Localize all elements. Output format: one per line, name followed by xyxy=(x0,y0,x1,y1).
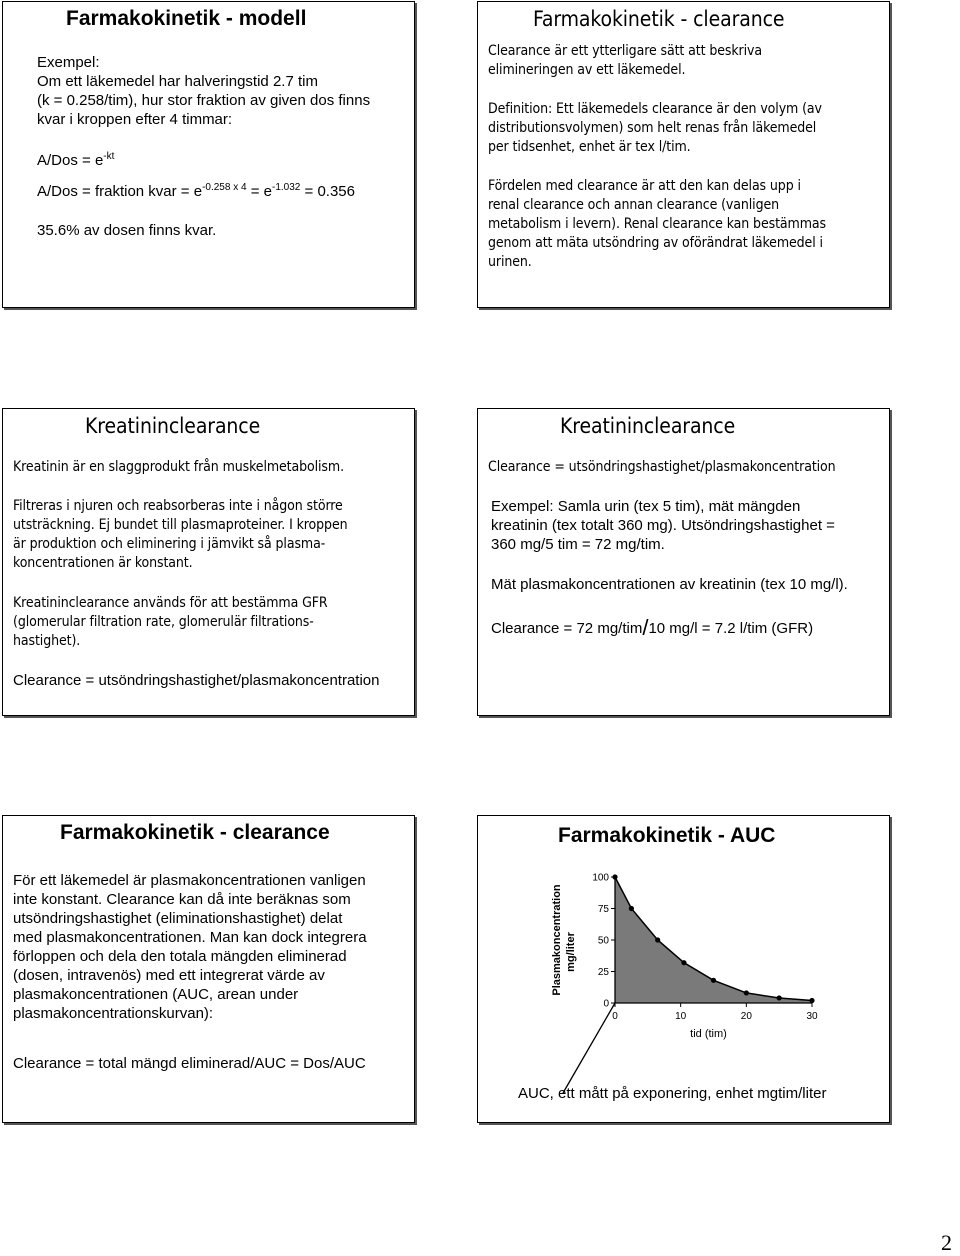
data-point xyxy=(711,978,716,983)
text-line: (glomerular filtration rate, glomerulär filtrations- xyxy=(13,614,314,630)
text-line: utsöndringshastighet (eliminationshastighet) delat xyxy=(13,910,343,927)
x-tick-label: 0 xyxy=(612,1011,618,1022)
clearance-formula: Clearance = total mängd eliminerad/AUC = Dos/AUC xyxy=(13,1055,366,1072)
slide-title: Farmakokinetik - AUC xyxy=(558,824,776,847)
text-line: renal clearance och annan clearance (vanligen xyxy=(488,197,780,213)
y-tick-label: 25 xyxy=(597,967,609,978)
y-tick-label: 50 xyxy=(597,935,609,947)
text-line: 360 mg/5 tim = 72 mg/tim. xyxy=(491,536,665,553)
paragraph xyxy=(13,497,348,573)
text-line: kvar i kroppen efter 4 timmar: xyxy=(37,111,233,128)
data-point xyxy=(744,990,749,995)
data-point xyxy=(612,874,617,879)
text-line: Om ett läkemedel har halveringstid 2.7 tim xyxy=(37,73,318,90)
example-question xyxy=(37,72,370,129)
text-line: med plasmakoncentrationen. Man kan dock integrera xyxy=(13,929,367,946)
paragraph xyxy=(488,100,822,157)
y-axis-label: Plasmakoncentration xyxy=(551,884,563,996)
example-label: Exempel: xyxy=(37,54,100,71)
y-axis-unit-label: mg/liter xyxy=(565,932,577,972)
text-line: För ett läkemedel är plasmakoncentrationen vanligen xyxy=(13,872,366,889)
data-point xyxy=(809,998,814,1003)
text-line: (dosen, intravenös) med ett integrerat värde av xyxy=(13,967,325,984)
auc-area xyxy=(615,877,812,1003)
slide-modell xyxy=(2,1,415,308)
paragraph: Kreatinin är en slaggprodukt från muskelmetabolism. xyxy=(13,459,344,475)
y-tick-label: 75 xyxy=(597,904,609,915)
clearance-calculation: Clearance = 72 mg/tim/10 mg/l = 7.2 l/tim (GFR) xyxy=(491,615,814,640)
text-line: Definition: Ett läkemedels clearance är den volym (av xyxy=(488,101,822,117)
text-line: genom att mäta utsöndring av oförändrat läkemedel i xyxy=(488,235,823,251)
clearance-formula: Clearance = utsöndringshastighet/plasmakoncentration xyxy=(488,459,836,475)
y-tick-label: 0 xyxy=(603,998,609,1010)
text-line: elimineringen av ett läkemedel. xyxy=(488,62,686,78)
text-line: plasmakoncentrationen (AUC, arean under xyxy=(13,986,299,1003)
text-line: Kreatininclearance används för att bestämma GFR xyxy=(13,595,328,611)
text-line: förloppen och dela den totala mängden eliminerad xyxy=(13,948,347,965)
x-axis-label: tid (tim) xyxy=(690,1028,727,1040)
paragraph xyxy=(13,871,367,1023)
slide-title: Kreatininclearance xyxy=(560,414,736,438)
text-line: metabolism i levern). Renal clearance kan bestämmas xyxy=(488,216,826,232)
slide-title: Farmakokinetik - clearance xyxy=(533,7,785,31)
text-line: Clearance är ett ytterligare sätt att beskriva xyxy=(488,43,763,59)
text-line: per tidsenhet, enhet är tex l/tim. xyxy=(488,139,691,155)
text-line: (k = 0.258/tim), hur stor fraktion av given dos finns xyxy=(37,92,371,109)
slide-kreatinin-2 xyxy=(477,408,890,716)
slide-auc xyxy=(477,815,890,1123)
slide-title: Kreatininclearance xyxy=(85,414,261,438)
paragraph xyxy=(488,177,826,272)
text-line: distributionsvolymen) som helt renas från läkemedel xyxy=(488,120,817,136)
slide-title: Farmakokinetik - modell xyxy=(66,7,307,30)
chart-caption: AUC, ett mått på exponering, enhet mgtim/liter xyxy=(518,1085,827,1102)
data-point xyxy=(681,960,686,965)
x-tick-label: 20 xyxy=(740,1011,752,1022)
page-number: 2 xyxy=(941,1230,952,1255)
text-line: är produktion och eliminering i jämvikt så plasma- xyxy=(13,536,326,552)
paragraph xyxy=(13,594,328,651)
data-point xyxy=(655,937,660,942)
equation-1: $A/Dos = e^{-kt}$ xyxy=(37,151,115,169)
slide-clearance xyxy=(477,1,890,308)
text-line: inte konstant. Clearance kan då inte beräknas som xyxy=(13,891,351,908)
data-point xyxy=(777,995,782,1000)
paragraph xyxy=(491,497,835,554)
equation-2: A/Dos = fraktion kvar = $e^{-0.258 x 4} = e^{-1.032} = 0.356$ xyxy=(37,182,355,200)
result-text: 35.6% av dosen finns kvar. xyxy=(37,222,217,239)
paragraph xyxy=(488,42,762,80)
text-line: hastighet). xyxy=(13,633,81,649)
x-tick-label: 30 xyxy=(806,1011,818,1022)
x-tick-label: 10 xyxy=(675,1011,687,1022)
text-line: plasmakoncentrationskurvan): xyxy=(13,1005,214,1022)
text-line: Filtreras i njuren och reabsorberas inte i någon större xyxy=(13,498,343,514)
slide-title: Farmakokinetik - clearance xyxy=(60,821,330,844)
y-tick-label: 100 xyxy=(592,872,609,884)
text-line: kreatinin (tex totalt 360 mg). Utsöndringshastighet = xyxy=(491,517,835,534)
text-line: Exempel: Samla urin (tex 5 tim), mät mängden xyxy=(491,498,801,515)
text-line: koncentrationen är konstant. xyxy=(13,555,193,571)
data-point xyxy=(629,906,634,911)
clearance-formula: Clearance = utsöndringshastighet/plasmakoncentration xyxy=(13,672,380,689)
text-line: utsträckning. Ej bundet till plasmaproteiner. I kroppen xyxy=(13,517,348,533)
text-line: urinen. xyxy=(488,254,532,270)
auc-chart xyxy=(478,856,889,1106)
slide-kreatinin-1 xyxy=(2,408,415,716)
paragraph: Mät plasmakoncentrationen av kreatinin (tex 10 mg/l). xyxy=(491,576,848,593)
diagonal-line xyxy=(563,1003,615,1093)
text-line: Fördelen med clearance är att den kan delas upp i xyxy=(488,178,801,194)
slide-clearance-auc xyxy=(2,815,415,1123)
